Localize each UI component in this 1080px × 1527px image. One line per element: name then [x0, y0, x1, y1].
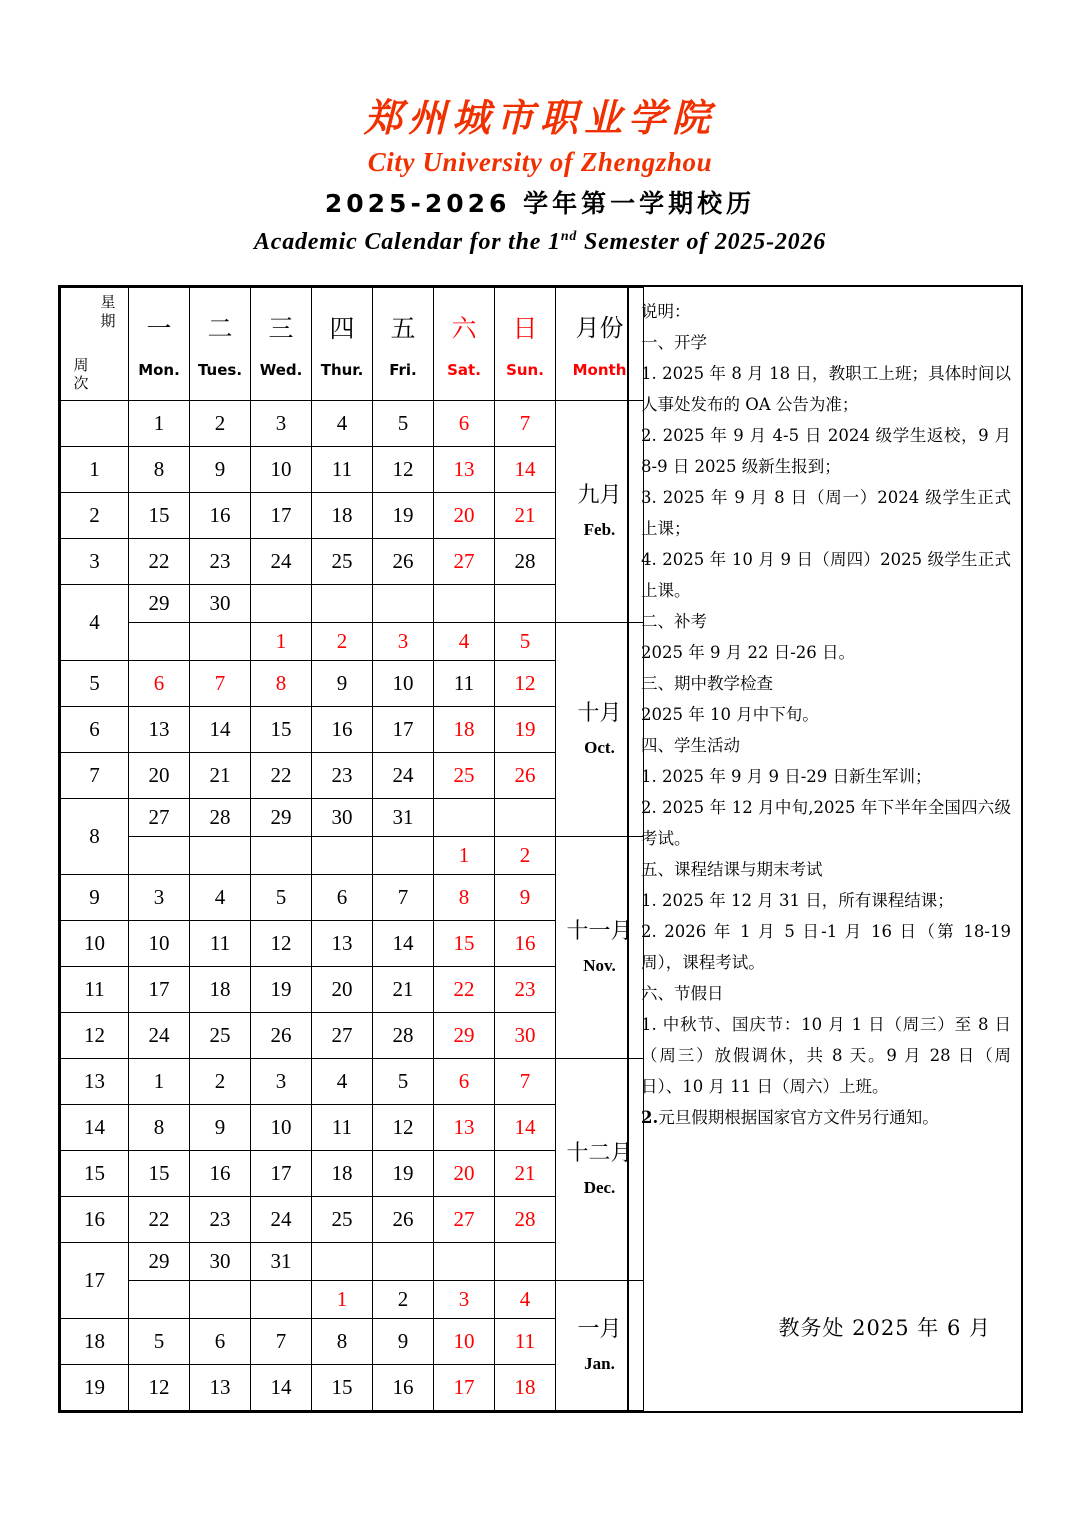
day-cell: 19: [251, 967, 312, 1013]
day-cell: 10: [251, 1105, 312, 1151]
day-cell: 10: [373, 661, 434, 707]
notes-line: 六、节假日: [641, 984, 724, 1004]
notes-line: 五、课程结课与期末考试: [641, 860, 823, 880]
day-cell: 7: [495, 1059, 556, 1105]
column-header-wed-en: Wed.: [259, 361, 303, 380]
week-number-cell: 13: [61, 1059, 129, 1105]
day-cell: 22: [129, 539, 190, 585]
month-label-cn: 十二月: [566, 1140, 633, 1166]
day-cell: 20: [434, 493, 495, 539]
day-cell: 9: [495, 875, 556, 921]
day-cell: 12: [251, 921, 312, 967]
day-cell: 19: [373, 1151, 434, 1197]
day-cell: 13: [129, 707, 190, 753]
day-cell: [251, 837, 312, 875]
table-row: [61, 837, 644, 875]
academic-calendar-table: [60, 287, 644, 1411]
week-number-cell: 8: [61, 799, 129, 875]
day-cell: 29: [251, 799, 312, 837]
day-cell: 9: [190, 447, 251, 493]
day-cell: 30: [190, 1243, 251, 1281]
column-header-tues: [190, 288, 251, 401]
day-cell: 8: [312, 1319, 373, 1365]
day-cell: [129, 623, 190, 661]
day-cell: 7: [190, 661, 251, 707]
notes-line: 3. 2025 年 9 月 8 日（周一）2024 级学生正式上课；: [641, 488, 1011, 539]
notes-line: 1. 中秋节、国庆节：10 月 1 日（周三）至 8 日（周三）放假调休，共 8 天。9 月 28 日（周日）、10 月 11 日（周六）上班。: [641, 1015, 1011, 1097]
day-cell: 26: [373, 1197, 434, 1243]
day-cell: 11: [495, 1319, 556, 1365]
day-cell: 2: [312, 623, 373, 661]
day-cell: 17: [373, 707, 434, 753]
week-number-cell: 3: [61, 539, 129, 585]
day-cell: 17: [251, 1151, 312, 1197]
day-cell: 23: [495, 967, 556, 1013]
calendar-grid-wrapper: [60, 287, 633, 1411]
column-header-fri-en: Fri.: [389, 361, 417, 380]
day-cell: 2: [373, 1281, 434, 1319]
day-cell: 24: [129, 1013, 190, 1059]
day-cell: 8: [251, 661, 312, 707]
day-cell: 15: [251, 707, 312, 753]
day-cell: 18: [495, 1365, 556, 1411]
day-cell: 27: [129, 799, 190, 837]
day-cell: 26: [373, 539, 434, 585]
day-cell: 11: [190, 921, 251, 967]
week-number-cell: 14: [61, 1105, 129, 1151]
day-cell: 12: [373, 447, 434, 493]
calendar-table-head: [61, 288, 644, 401]
day-cell: 12: [495, 661, 556, 707]
day-cell: 16: [312, 707, 373, 753]
day-cell: 5: [129, 1319, 190, 1365]
notes-line: 1. 2025 年 9 月 9 日-29 日新生军训；: [641, 767, 932, 787]
day-cell: 27: [312, 1013, 373, 1059]
column-header-wed-cn: 三: [268, 313, 294, 343]
month-label-en: Jan.: [584, 1353, 615, 1373]
day-cell: 5: [495, 623, 556, 661]
day-cell: [312, 1243, 373, 1281]
day-cell: 22: [129, 1197, 190, 1243]
week-number-cell: 18: [61, 1319, 129, 1365]
day-cell: 4: [312, 1059, 373, 1105]
day-cell: 21: [373, 967, 434, 1013]
week-number-cell: 15: [61, 1151, 129, 1197]
table-row: [61, 401, 644, 447]
notes-line: 4. 2025 年 10 月 9 日（周四）2025 级学生正式上课。: [641, 550, 1011, 601]
day-cell: 24: [251, 539, 312, 585]
day-cell: 4: [434, 623, 495, 661]
column-header-mon: [129, 288, 190, 401]
day-cell: 31: [251, 1243, 312, 1281]
calendar-subtitle-en: [0, 227, 1080, 258]
week-axis-label: 周次: [73, 357, 89, 393]
day-cell: 18: [434, 707, 495, 753]
day-cell: 1: [129, 1059, 190, 1105]
day-cell: [434, 799, 495, 837]
week-number-cell: 10: [61, 921, 129, 967]
day-cell: 27: [434, 539, 495, 585]
day-cell: [312, 585, 373, 623]
day-cell: 31: [373, 799, 434, 837]
day-cell: 2: [190, 1059, 251, 1105]
day-cell: 23: [190, 539, 251, 585]
week-number-cell: [61, 401, 129, 447]
day-cell: 28: [495, 1197, 556, 1243]
column-header-fri-cn: 五: [390, 313, 416, 343]
month-label-cn: 九月: [577, 482, 622, 508]
day-cell: [190, 837, 251, 875]
day-cell: 15: [129, 1151, 190, 1197]
column-header-fri: [373, 288, 434, 401]
day-cell: 6: [129, 661, 190, 707]
university-name-en: City University of Zhengzhou: [367, 146, 713, 177]
subtitle-en-ordinal: nd: [560, 228, 578, 244]
column-header-wed: [251, 288, 312, 401]
day-cell: 16: [373, 1365, 434, 1411]
day-cell: 29: [129, 585, 190, 623]
day-cell: [434, 1243, 495, 1281]
day-cell: 3: [434, 1281, 495, 1319]
column-header-sun-cn: 日: [512, 313, 538, 343]
day-cell: 22: [434, 967, 495, 1013]
week-number-cell: 4: [61, 585, 129, 661]
day-cell: 4: [312, 401, 373, 447]
table-row: [61, 1059, 644, 1105]
day-cell: 13: [312, 921, 373, 967]
document-header: [0, 0, 1080, 258]
day-cell: 30: [312, 799, 373, 837]
day-cell: 18: [190, 967, 251, 1013]
day-cell: 21: [495, 1151, 556, 1197]
day-cell: [190, 623, 251, 661]
footer-issuer: 教务处 2025 年 6 月: [778, 1316, 991, 1340]
day-cell: 10: [434, 1319, 495, 1365]
day-cell: 6: [434, 401, 495, 447]
notes-line: 一、开学: [641, 333, 707, 353]
day-cell: 4: [190, 875, 251, 921]
notes-line: 1. 2025 年 8 月 18 日，教职工上班；具体时间以人事处发布的 OA 公告为准；: [641, 364, 1011, 415]
day-cell: 6: [312, 875, 373, 921]
day-cell: 1: [129, 401, 190, 447]
week-number-cell: 12: [61, 1013, 129, 1059]
day-cell: 6: [434, 1059, 495, 1105]
notes-line: 2. 2026 年 1 月 5 日-1 月 16 日（第 18-19 周），课程考试。: [641, 922, 1011, 973]
day-cell: [312, 837, 373, 875]
document-footer: [58, 1312, 1023, 1342]
week-number-cell: 1: [61, 447, 129, 493]
day-cell: 18: [312, 493, 373, 539]
week-number-cell: 2: [61, 493, 129, 539]
week-number-cell: 17: [61, 1243, 129, 1319]
week-number-cell: 11: [61, 967, 129, 1013]
day-cell: 14: [495, 1105, 556, 1151]
week-number-cell: 5: [61, 661, 129, 707]
day-cell: 17: [251, 493, 312, 539]
day-cell: 28: [373, 1013, 434, 1059]
university-name-cn: 郑州城市职业学院: [363, 95, 716, 140]
day-cell: 12: [129, 1365, 190, 1411]
column-header-sun: [495, 288, 556, 401]
column-header-month-cn: 月份: [575, 314, 624, 343]
day-cell: 23: [312, 753, 373, 799]
notes-line: 二、补考: [641, 612, 707, 632]
day-cell: 29: [129, 1243, 190, 1281]
day-cell: 16: [190, 493, 251, 539]
day-cell: 24: [251, 1197, 312, 1243]
day-cell: 5: [373, 1059, 434, 1105]
day-cell: 15: [129, 493, 190, 539]
day-cell: 24: [373, 753, 434, 799]
day-cell: 17: [434, 1365, 495, 1411]
notes-line-number: 2.: [641, 1108, 659, 1128]
day-cell: 8: [434, 875, 495, 921]
day-cell: 23: [190, 1197, 251, 1243]
day-cell: 1: [434, 837, 495, 875]
notes-line: 四、学生活动: [641, 736, 740, 756]
month-label-cn: 十一月: [566, 918, 633, 944]
column-header-sat-cn: 六: [451, 313, 477, 343]
week-number-cell: 9: [61, 875, 129, 921]
column-header-mon-cn: 一: [146, 313, 172, 343]
notes-heading: 说明：: [641, 302, 691, 321]
day-cell: 9: [190, 1105, 251, 1151]
day-cell: 1: [251, 623, 312, 661]
day-cell: 13: [190, 1365, 251, 1411]
day-cell: 30: [190, 585, 251, 623]
column-header-sat: [434, 288, 495, 401]
day-cell: 26: [495, 753, 556, 799]
notes-panel: [627, 287, 1021, 1411]
day-cell: [373, 1243, 434, 1281]
notes-line: 2.元旦假期根据国家官方文件另行通知。: [641, 1108, 939, 1128]
day-cell: 20: [129, 753, 190, 799]
calendar-header-row: [61, 288, 644, 401]
week-number-cell: 19: [61, 1365, 129, 1411]
day-cell: [373, 837, 434, 875]
day-cell: 2: [190, 401, 251, 447]
day-cell: 8: [129, 1105, 190, 1151]
month-label-en: Dec.: [583, 1177, 616, 1197]
day-cell: 9: [312, 661, 373, 707]
day-cell: 30: [495, 1013, 556, 1059]
column-header-thur-en: Thur.: [320, 361, 364, 380]
day-cell: 15: [434, 921, 495, 967]
day-cell: 13: [434, 1105, 495, 1151]
day-cell: 1: [312, 1281, 373, 1319]
day-cell: [495, 585, 556, 623]
day-cell: 3: [129, 875, 190, 921]
day-cell: 5: [373, 401, 434, 447]
notes-line: 1. 2025 年 12 月 31 日，所有课程结课；: [641, 891, 954, 911]
day-cell: [373, 585, 434, 623]
notes-line: 三、期中教学检查: [641, 674, 773, 694]
day-cell: 25: [434, 753, 495, 799]
subtitle-en-post: Semester of 2025-2026: [577, 228, 827, 255]
day-cell: 21: [190, 753, 251, 799]
column-header-mon-en: Mon.: [138, 361, 180, 380]
day-cell: [251, 585, 312, 623]
month-label-en: Oct.: [584, 737, 615, 757]
weekday-week-corner-header: [61, 288, 129, 401]
day-cell: 14: [373, 921, 434, 967]
day-cell: 29: [434, 1013, 495, 1059]
day-cell: 19: [495, 707, 556, 753]
day-cell: 12: [373, 1105, 434, 1151]
week-number-cell: 7: [61, 753, 129, 799]
day-cell: 11: [434, 661, 495, 707]
weekday-axis-label: 星期: [100, 295, 116, 330]
day-cell: 7: [251, 1319, 312, 1365]
day-cell: 28: [190, 799, 251, 837]
day-cell: 20: [312, 967, 373, 1013]
day-cell: [495, 1243, 556, 1281]
column-header-thur: [312, 288, 373, 401]
day-cell: 21: [495, 493, 556, 539]
day-cell: 8: [129, 447, 190, 493]
column-header-tues-en: Tues.: [197, 361, 243, 380]
notes-line: 2. 2025 年 9 月 4-5 日 2024 级学生返校，9 月 8-9 日 2025 级新生报到；: [641, 426, 1011, 477]
day-cell: 20: [434, 1151, 495, 1197]
day-cell: 16: [495, 921, 556, 967]
day-cell: 10: [251, 447, 312, 493]
day-cell: 3: [251, 401, 312, 447]
day-cell: 7: [373, 875, 434, 921]
day-cell: 4: [495, 1281, 556, 1319]
day-cell: [129, 837, 190, 875]
day-cell: 25: [190, 1013, 251, 1059]
column-header-sat-en: Sat.: [447, 361, 481, 380]
month-label-en: Feb.: [583, 519, 616, 539]
day-cell: 7: [495, 401, 556, 447]
day-cell: 3: [251, 1059, 312, 1105]
week-number-cell: 6: [61, 707, 129, 753]
day-cell: 10: [129, 921, 190, 967]
day-cell: 9: [373, 1319, 434, 1365]
notes-line: 2025 年 9 月 22 日-26 日。: [641, 643, 856, 663]
month-label-en: Nov.: [583, 955, 616, 975]
day-cell: 19: [373, 493, 434, 539]
table-row: [61, 623, 644, 661]
day-cell: 25: [312, 1197, 373, 1243]
day-cell: 6: [190, 1319, 251, 1365]
calendar-sheet: [58, 285, 1023, 1413]
day-cell: 11: [312, 447, 373, 493]
month-label-cn: 一月: [577, 1316, 622, 1342]
day-cell: 27: [434, 1197, 495, 1243]
day-cell: 14: [495, 447, 556, 493]
notes-body: [641, 327, 1011, 1133]
notes-line: 2025 年 10 月中下旬。: [641, 705, 819, 725]
day-cell: 26: [251, 1013, 312, 1059]
day-cell: 18: [312, 1151, 373, 1197]
day-cell: 14: [190, 707, 251, 753]
month-label-cn: 十月: [577, 700, 622, 726]
day-cell: 22: [251, 753, 312, 799]
week-number-cell: 16: [61, 1197, 129, 1243]
day-cell: 16: [190, 1151, 251, 1197]
calendar-table-body: [61, 401, 644, 1411]
day-cell: [434, 585, 495, 623]
day-cell: 15: [312, 1365, 373, 1411]
column-header-sun-en: Sun.: [506, 361, 544, 380]
day-cell: 2: [495, 837, 556, 875]
day-cell: 13: [434, 447, 495, 493]
day-cell: 11: [312, 1105, 373, 1151]
day-cell: 25: [312, 539, 373, 585]
notes-line: 2. 2025 年 12 月中旬,2025 年下半年全国四六级考试。: [641, 798, 1011, 849]
column-header-thur-cn: 四: [329, 313, 355, 343]
subtitle-en-pre: Academic Calendar for the 1: [253, 228, 561, 255]
column-header-tues-cn: 二: [207, 313, 233, 343]
day-cell: 5: [251, 875, 312, 921]
day-cell: 14: [251, 1365, 312, 1411]
day-cell: 28: [495, 539, 556, 585]
calendar-subtitle-cn: 2025-2026 学年第一学期校历: [324, 188, 756, 218]
day-cell: 3: [373, 623, 434, 661]
day-cell: [495, 799, 556, 837]
column-header-month-en: Month: [572, 360, 627, 379]
day-cell: 17: [129, 967, 190, 1013]
